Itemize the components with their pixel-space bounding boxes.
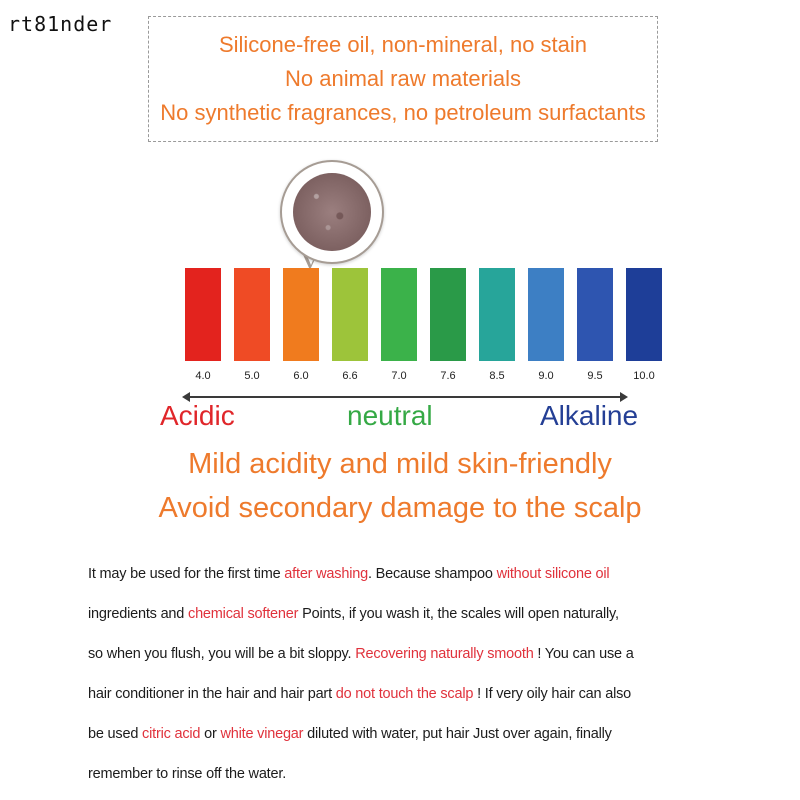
claims-box [148,16,658,142]
ph-value-label: 6.0 [293,370,309,382]
text-span: ! You can use a [537,646,634,662]
text-span: diluted with water, put hair Just over again, finally [307,726,612,742]
text-span: or [204,726,217,742]
highlight-span: without silicone oil [496,566,610,582]
text-span: ! If very oily hair can also [477,686,632,702]
ph-value-label: 7.6 [440,370,456,382]
paragraph-line [88,606,619,622]
tagline-mild-acidity: Mild acidity and mild skin-friendly [188,448,612,480]
text-span: It may be used for the first time [88,566,281,582]
shampoo-bar-image [293,173,371,251]
paragraph-line [88,566,609,582]
ph-bar [381,268,417,361]
watermark-text: rt81nder [8,12,113,36]
ph-value-label: 6.6 [342,370,358,382]
paragraph-line [88,766,286,782]
ph-bar [479,268,515,361]
text-span: . Because shampoo [367,566,493,582]
highlight-span: chemical softener [188,606,299,622]
acidic-label: Acidic [160,400,235,431]
neutral-label: neutral [347,400,433,431]
claim-line: No animal raw materials [285,66,521,91]
highlight-span: Recovering naturally smooth [355,646,534,662]
ph-value-label: 9.0 [538,370,554,382]
claim-line: Silicone-free oil, non-mineral, no stain [218,32,588,57]
tagline-avoid-damage: Avoid secondary damage to the scalp [158,492,642,524]
ph-scale-arrow [187,396,621,398]
ph-bar [234,268,270,361]
ph-color-bars [185,268,662,361]
ph-value-label: 9.5 [587,370,603,382]
highlight-span: white vinegar [220,726,304,742]
paragraph-line [88,646,634,662]
ph-bar [185,268,221,361]
text-span: Points, if you wash it, the scales will open naturally, [302,606,619,622]
highlight-span: after washing [284,566,368,582]
highlight-span: citric acid [142,726,201,742]
text-span: remember to rinse off the water. [88,766,287,782]
ph-bar [332,268,368,361]
paragraph-line [88,726,612,742]
text-span: hair conditioner in the hair and hair part [88,686,332,702]
paragraph-line [88,686,631,702]
ph-bar [577,268,613,361]
ph-value-label: 4.0 [195,370,211,382]
text-span: be used [88,726,139,742]
ph-bar [626,268,662,361]
speech-bubble [280,160,384,264]
ph-value-labels [185,370,662,382]
alkaline-label: Alkaline [540,400,639,431]
ph-value-label: 5.0 [244,370,260,382]
highlight-span: do not touch the scalp [335,686,474,702]
ph-bar [528,268,564,361]
claim-line: No synthetic fragrances, no petroleum surfactants [160,100,646,125]
ph-value-label: 10.0 [633,370,655,382]
ph-value-label: 7.0 [391,370,407,382]
text-span: ingredients and [88,606,185,622]
text-span: so when you flush, you will be a bit sloppy. [88,646,352,662]
ph-value-label: 8.5 [489,370,505,382]
ph-bar [283,268,319,361]
ph-bar [430,268,466,361]
